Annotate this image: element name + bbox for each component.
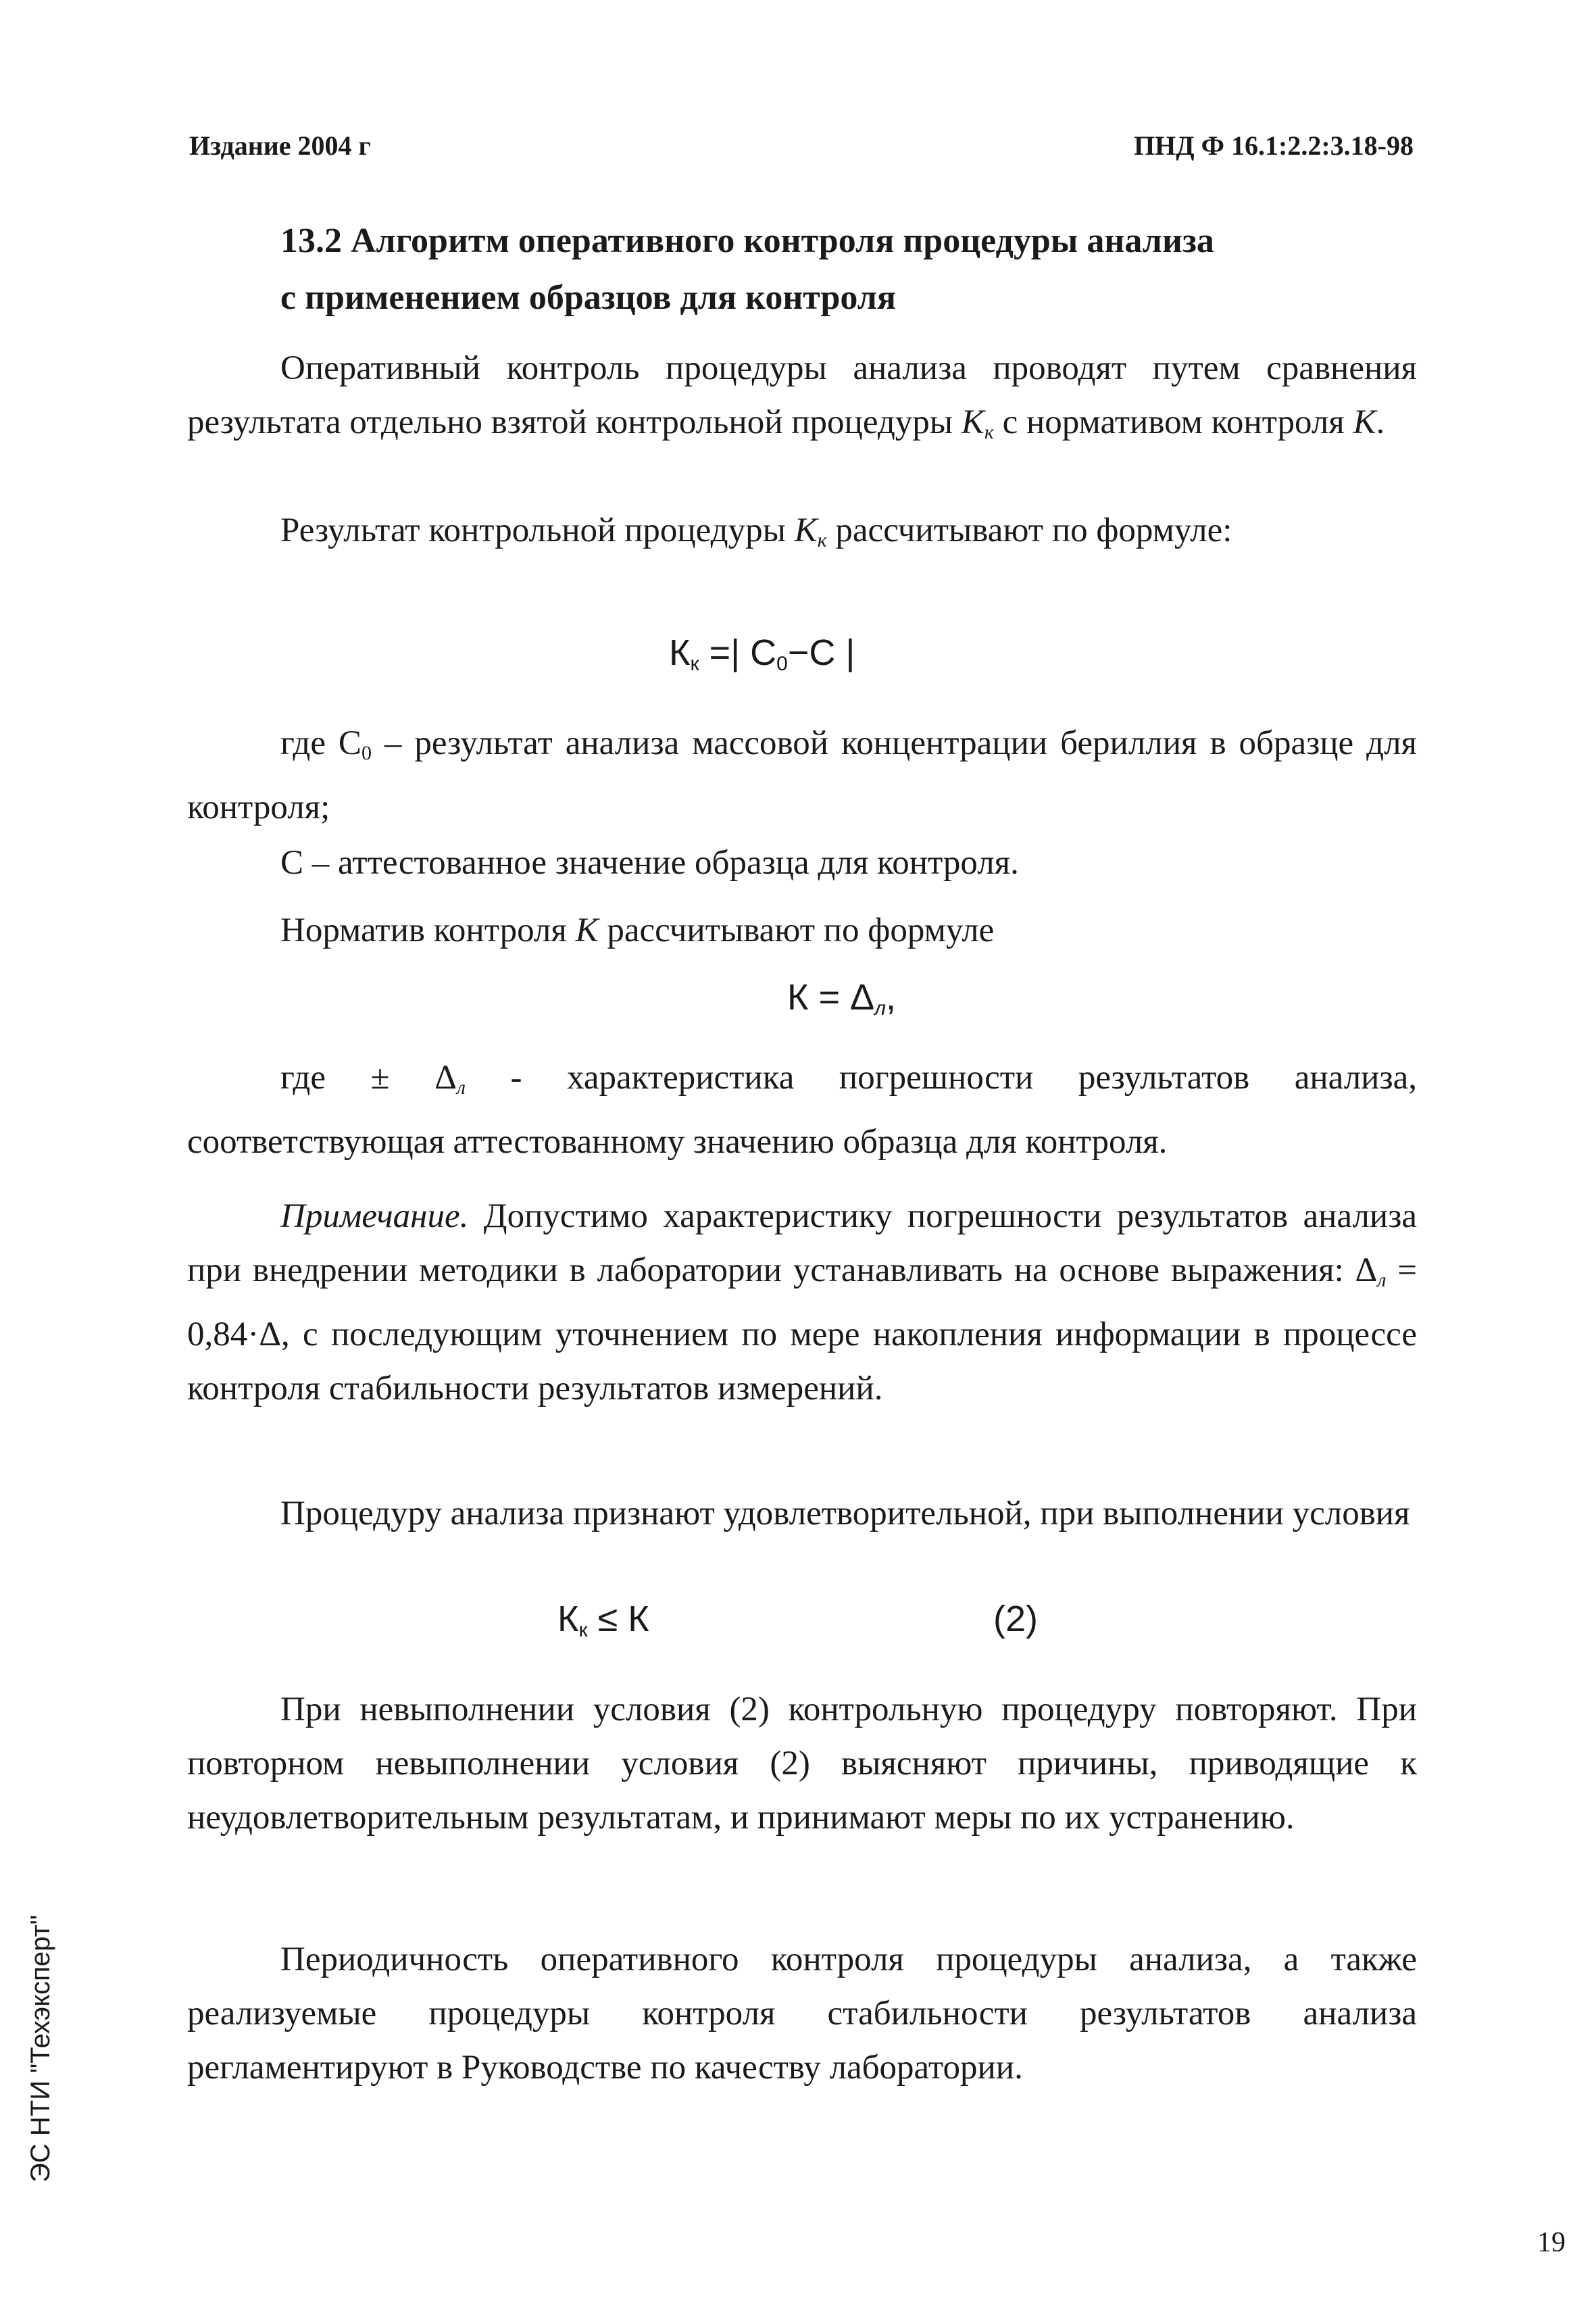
- header-document-code: ПНД Ф 16.1:2.2:3.18-98: [1133, 130, 1414, 161]
- section-title-line-1: 13.2 Алгоритм оперативного контроля процедуры анализа: [280, 222, 1214, 260]
- section-title: [280, 213, 1214, 326]
- paragraph-operative-control: Оперативный контроль процедуры анализа проводят путем сравнения результата отдельно взятой контрольной процедуры $K_к$ с нормативом контроля K.: [187, 349, 1417, 443]
- page-number: 19: [1537, 2227, 1566, 2258]
- section-title-line-2: с применением образцов для контроля: [280, 278, 897, 317]
- paragraph-norm-formula: Норматив контроля K рассчитывают по формуле: [280, 911, 995, 949]
- sidebar-source-label: ЭС НТИ "Техэксперт": [26, 1915, 55, 2182]
- where-delta: где ± $\Delta_л$ - характеристика погрешности результатов анализа, соответствующая аттестованному значению образца для контроля.: [187, 1059, 1418, 1161]
- paragraph-satisfactory-condition: Процедуру анализа признают удовлетворительной, при выполнении условия: [280, 1495, 1410, 1532]
- note-label: Примечание.: [280, 1197, 469, 1235]
- formula-k-delta: $К = \Delta_л$,: [787, 977, 897, 1020]
- paragraph-control-result: Результат контрольной процедуры $K_к$ рассчитывают по формуле:: [280, 511, 1232, 551]
- where-c: С – аттестованное значение образца для контроля.: [280, 844, 1019, 882]
- formula-kk: $К_к$ =| $С_0-С$ |: [669, 632, 855, 675]
- formula-number: (2): [993, 1599, 1038, 1639]
- header-edition: Издание 2004 г: [189, 130, 371, 161]
- where-c0: где $С_0$ – результат анализа массовой концентрации бериллия в образце для контроля;: [187, 724, 1417, 826]
- paragraph-periodicity: Периодичность оперативного контроля процедуры анализа, а также реализуемые процедуры контроля стабильности результатов анализа регламентируют в Руководстве по качеству лаборатории.: [187, 1941, 1417, 2087]
- paragraph-repeat: При невыполнении условия (2) контрольную процедуру повторяют. При повторном невыполнении условия (2) выясняют причины, приводящие к неудовлетворительным результатам, и принимают меры по их устранению.: [187, 1691, 1417, 1837]
- formula-condition: $К_к \le К$: [557, 1599, 649, 1641]
- note-paragraph: Примечание. Допустимо характеристику погрешности результатов анализа при внедрении методики в лаборатории устанавливать на основе выражения: $\Delta_л = 0,84\cdot\Delta$, с последующим уточнением по мере накопления информации в процессе контроля стабильности результатов измерений.: [187, 1197, 1417, 1407]
